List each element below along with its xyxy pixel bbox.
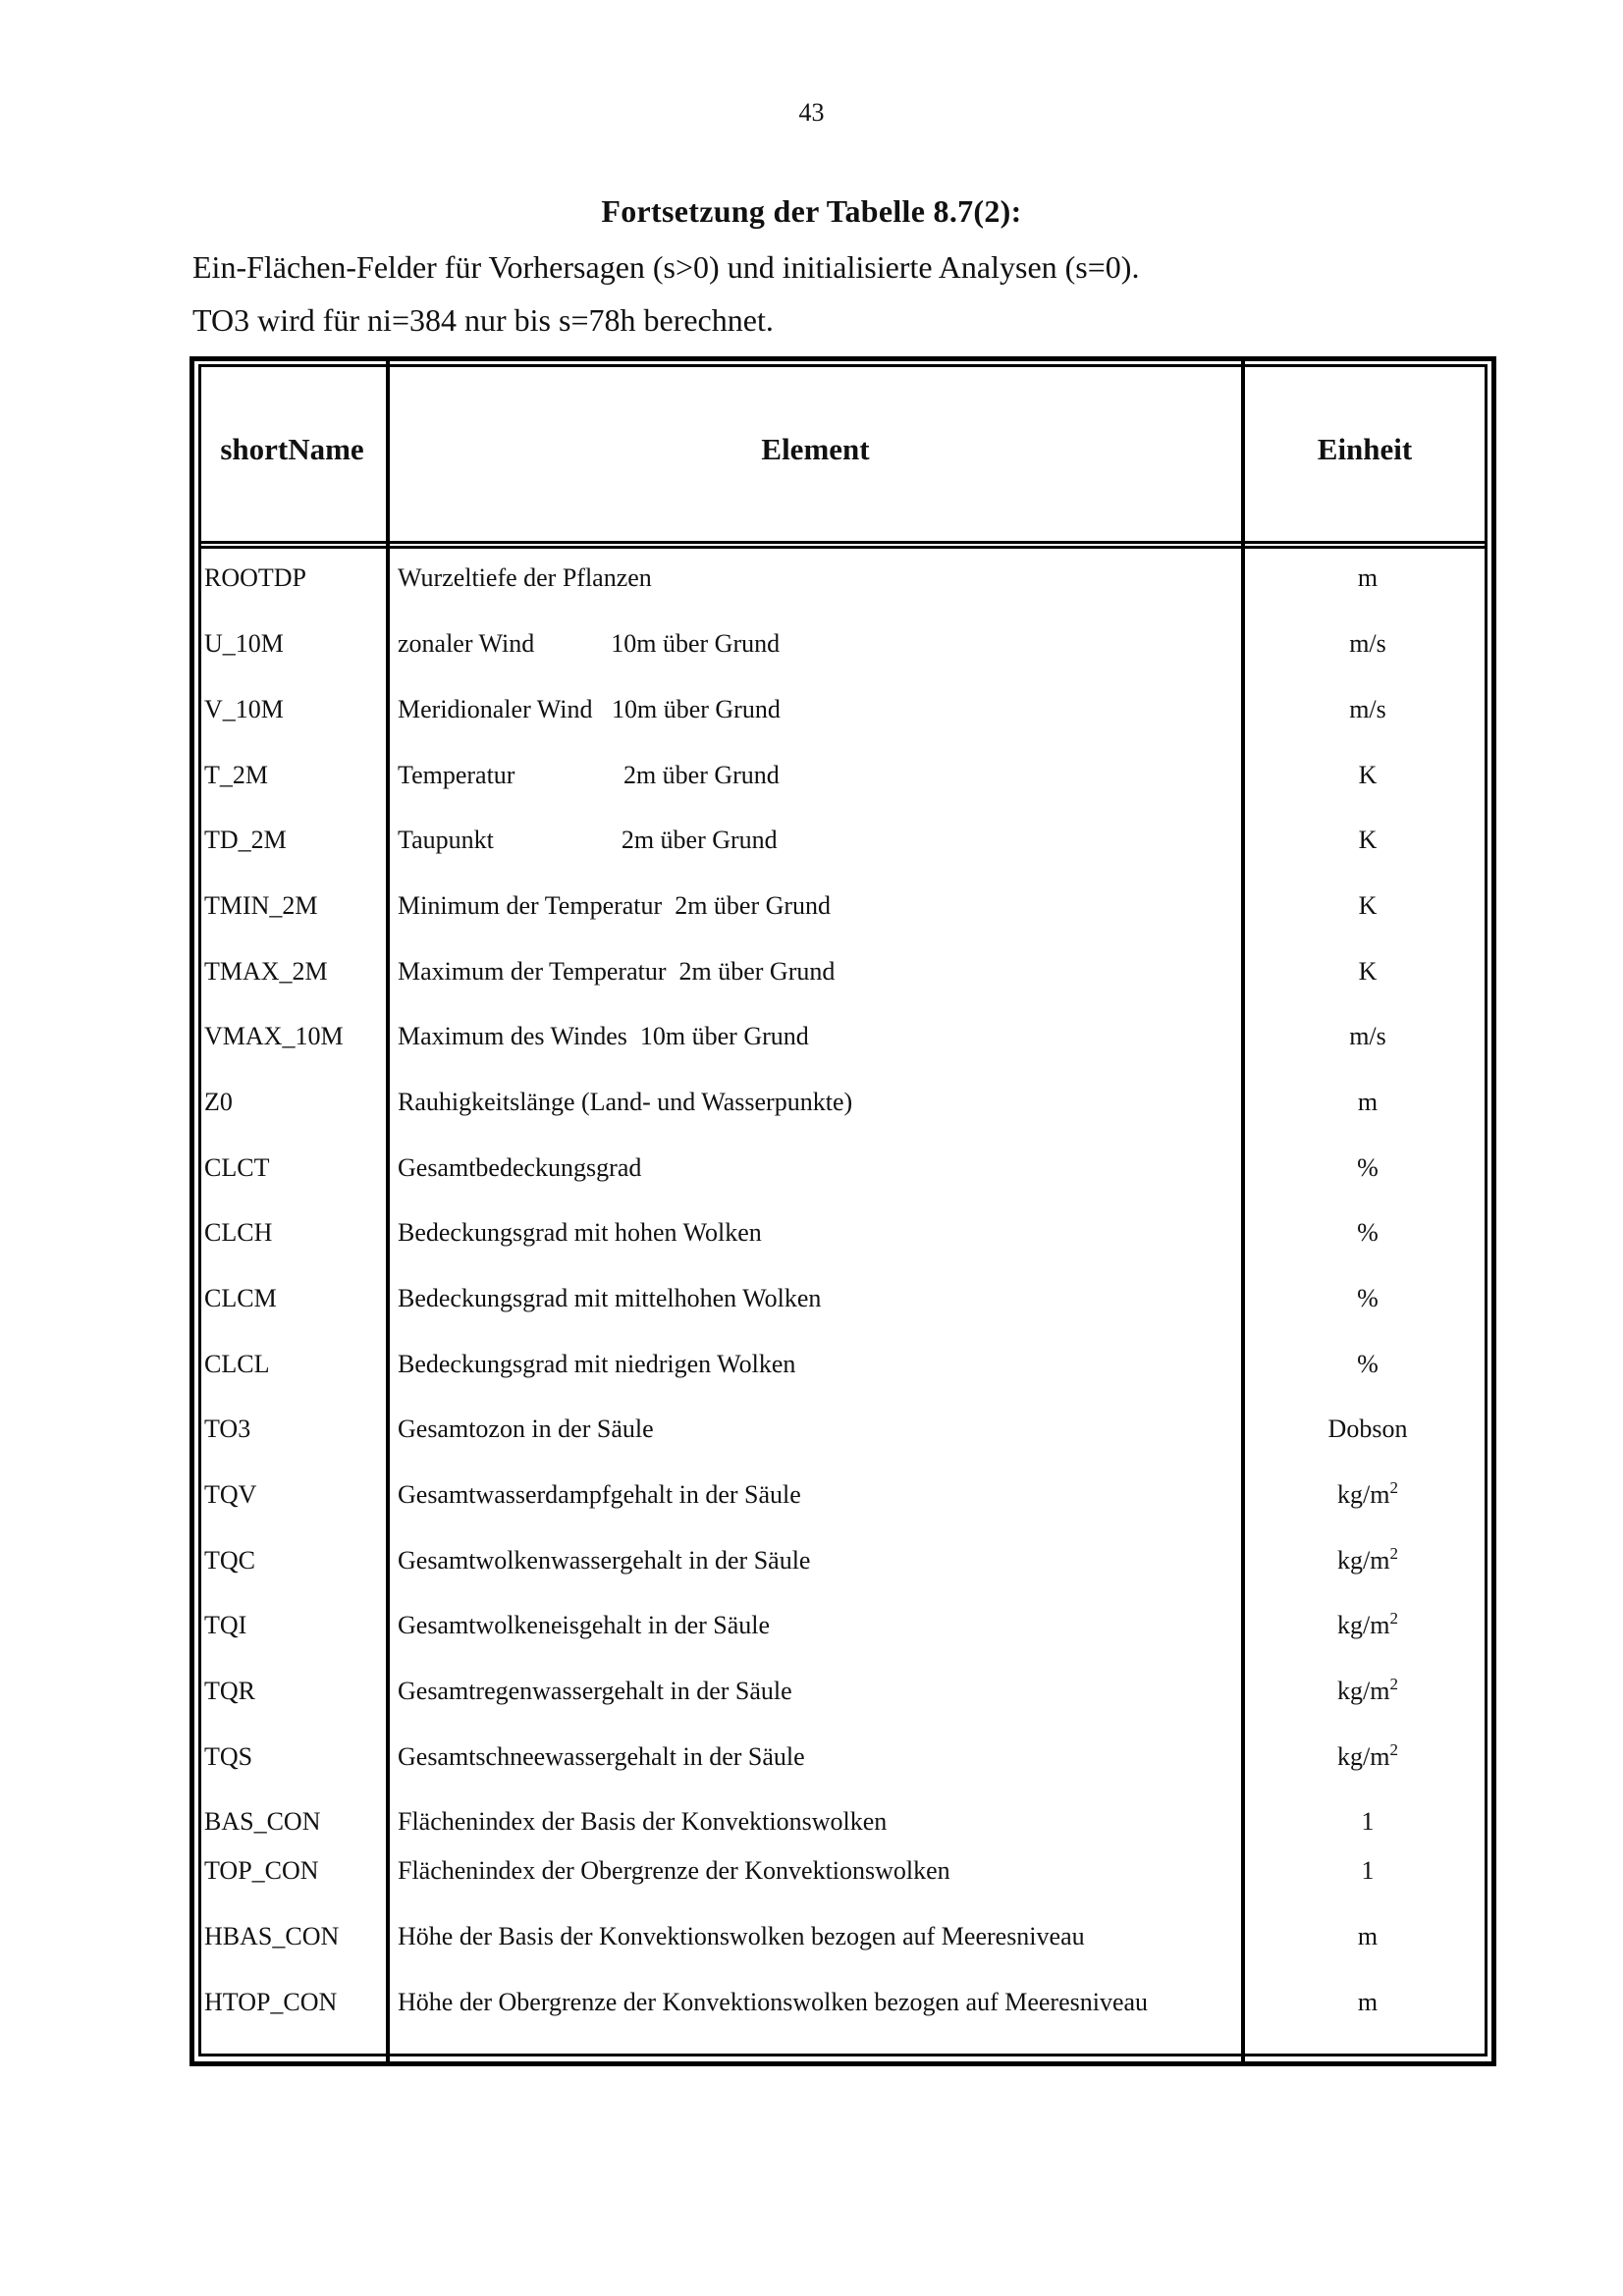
cell-element: Wurzeltiefe der Pflanzen: [398, 563, 652, 592]
cell-unit-text: %: [1357, 1350, 1379, 1378]
cell-shortname: V_10M: [204, 695, 284, 723]
cell-element: Höhe der Obergrenze der Konvektionswolken bezogen auf Meeresniveau: [398, 1988, 1149, 2016]
cell-element: Meridionaler Wind 10m über Grund: [398, 695, 781, 723]
cell-shortname: TD_2M: [204, 826, 287, 854]
cell-unit: [1245, 959, 1490, 985]
cell-element: Minimum der Temperatur 2m über Grund: [398, 891, 832, 920]
header-unit: Einheit: [1317, 432, 1413, 466]
cell-element: Rauhigkeitslänge (Land- und Wasserpunkte): [398, 1088, 853, 1116]
cell-unit: [1245, 1478, 1490, 1509]
cell-unit: [1245, 697, 1490, 722]
cell-unit-text: kg/m: [1337, 1611, 1390, 1639]
cell-unit-exponent: 2: [1389, 1609, 1398, 1628]
cell-unit-text: 1: [1361, 1807, 1375, 1836]
header-separator: [198, 541, 1488, 544]
cell-unit: [1245, 1286, 1490, 1311]
header-shortname: shortName: [220, 432, 364, 466]
cell-shortname: TQR: [204, 1677, 255, 1705]
cell-element: Gesamtozon in der Säule: [398, 1415, 654, 1443]
cell-unit-text: m: [1357, 563, 1379, 592]
header-element: Element: [761, 432, 870, 466]
table-rule: [198, 2054, 1488, 2056]
cell-shortname: CLCT: [204, 1153, 270, 1182]
cell-element: Flächenindex der Basis der Konvektionswolken: [398, 1807, 888, 1836]
cell-shortname: CLCM: [204, 1284, 277, 1312]
cell-unit-text: m/s: [1349, 695, 1386, 723]
column-divider: [1241, 361, 1245, 2061]
cell-unit: [1245, 1858, 1490, 1884]
cell-unit-text: m/s: [1349, 629, 1386, 658]
cell-shortname: CLCL: [204, 1350, 270, 1378]
cell-element: Bedeckungsgrad mit hohen Wolken: [398, 1218, 762, 1247]
column-divider: [198, 365, 201, 2056]
cell-unit-text: K: [1358, 891, 1378, 920]
cell-element: Höhe der Basis der Konvektionswolken bezogen auf Meeresniveau: [398, 1922, 1085, 1950]
cell-unit: [1245, 1990, 1490, 2015]
cell-shortname: TQS: [204, 1742, 253, 1771]
cell-unit-text: 1: [1361, 1856, 1375, 1885]
cell-unit-text: kg/m: [1337, 1677, 1390, 1705]
cell-unit-text: m: [1357, 1922, 1379, 1950]
cell-element: Gesamtwolkenwassergehalt in der Säule: [398, 1546, 811, 1575]
cell-unit: [1245, 1544, 1490, 1575]
cell-unit: [1245, 828, 1490, 853]
cell-unit-text: K: [1358, 957, 1378, 986]
cell-unit: [1245, 1740, 1490, 1771]
cell-shortname: TQC: [204, 1546, 255, 1575]
cell-unit: [1245, 1352, 1490, 1377]
table-rule: [198, 364, 1488, 367]
cell-element: Gesamtwasserdampfgehalt in der Säule: [398, 1480, 801, 1509]
column-divider: [1485, 365, 1488, 2056]
cell-element: Taupunkt 2m über Grund: [398, 826, 778, 854]
cell-shortname: Z0: [204, 1088, 233, 1116]
table-caption-title: Fortsetzung der Tabelle 8.7(2):: [601, 193, 1022, 229]
cell-element: Flächenindex der Obergrenze der Konvektionswolken: [398, 1856, 950, 1885]
cell-unit-text: %: [1357, 1218, 1379, 1247]
cell-unit-text: m/s: [1349, 1022, 1386, 1050]
cell-unit: [1245, 1809, 1490, 1835]
cell-element: Temperatur 2m über Grund: [398, 761, 780, 789]
cell-unit-text: kg/m: [1337, 1742, 1390, 1771]
cell-shortname: T_2M: [204, 761, 268, 789]
cell-element: Gesamtbedeckungsgrad: [398, 1153, 642, 1182]
cell-unit: [1245, 565, 1490, 591]
cell-unit: [1245, 763, 1490, 788]
cell-unit: [1245, 1924, 1490, 1949]
cell-shortname: CLCH: [204, 1218, 273, 1247]
column-divider: [386, 361, 390, 2061]
cell-element: zonaler Wind 10m über Grund: [398, 629, 781, 658]
cell-unit-text: K: [1358, 826, 1378, 854]
cell-unit: [1245, 1220, 1490, 1246]
cell-element: Bedeckungsgrad mit niedrigen Wolken: [398, 1350, 796, 1378]
cell-unit-text: %: [1357, 1153, 1379, 1182]
cell-element: Bedeckungsgrad mit mittelhohen Wolken: [398, 1284, 822, 1312]
cell-shortname: HBAS_CON: [204, 1922, 340, 1950]
cell-element: Gesamtschneewassergehalt in der Säule: [398, 1742, 805, 1771]
cell-unit-text: %: [1357, 1284, 1379, 1312]
cell-unit: [1245, 1416, 1490, 1442]
cell-element: Maximum des Windes 10m über Grund: [398, 1022, 809, 1050]
cell-element: Gesamtwolkeneisgehalt in der Säule: [398, 1611, 771, 1639]
cell-unit: [1245, 1155, 1490, 1181]
table-caption-line-1: Ein-Flächen-Felder für Vorhersagen (s>0) und initialisierte Analysen (s=0).: [192, 249, 1140, 285]
cell-shortname: ROOTDP: [204, 563, 307, 592]
cell-shortname: TO3: [204, 1415, 251, 1443]
cell-shortname: HTOP_CON: [204, 1988, 338, 2016]
cell-unit: [1245, 1090, 1490, 1115]
cell-element: Gesamtregenwassergehalt in der Säule: [398, 1677, 792, 1705]
cell-unit-text: kg/m: [1337, 1480, 1390, 1509]
cell-unit-text: K: [1358, 761, 1378, 789]
cell-element: Maximum der Temperatur 2m über Grund: [398, 957, 836, 986]
table-caption-line-2: TO3 wird für ni=384 nur bis s=78h berechnet.: [192, 302, 774, 338]
cell-unit: [1245, 893, 1490, 919]
cell-unit-exponent: 2: [1389, 1675, 1398, 1693]
cell-unit-text: Dobson: [1327, 1415, 1408, 1443]
cell-unit: [1245, 1675, 1490, 1705]
cell-unit-exponent: 2: [1389, 1544, 1398, 1563]
cell-unit-text: m: [1357, 1088, 1379, 1116]
cell-shortname: TMIN_2M: [204, 891, 318, 920]
cell-unit-exponent: 2: [1389, 1740, 1398, 1759]
cell-shortname: TQI: [204, 1611, 247, 1639]
cell-unit-text: m: [1357, 1988, 1379, 2016]
header-separator: [198, 546, 1488, 549]
cell-unit: [1245, 1609, 1490, 1639]
cell-shortname: TQV: [204, 1480, 257, 1509]
cell-unit: [1245, 631, 1490, 657]
cell-unit-text: kg/m: [1337, 1546, 1390, 1575]
cell-shortname: TMAX_2M: [204, 957, 328, 986]
cell-shortname: U_10M: [204, 629, 284, 658]
cell-shortname: BAS_CON: [204, 1807, 321, 1836]
cell-unit-exponent: 2: [1389, 1478, 1398, 1497]
cell-unit: [1245, 1024, 1490, 1049]
page-number: 43: [798, 98, 825, 127]
cell-shortname: VMAX_10M: [204, 1022, 344, 1050]
cell-shortname: TOP_CON: [204, 1856, 319, 1885]
